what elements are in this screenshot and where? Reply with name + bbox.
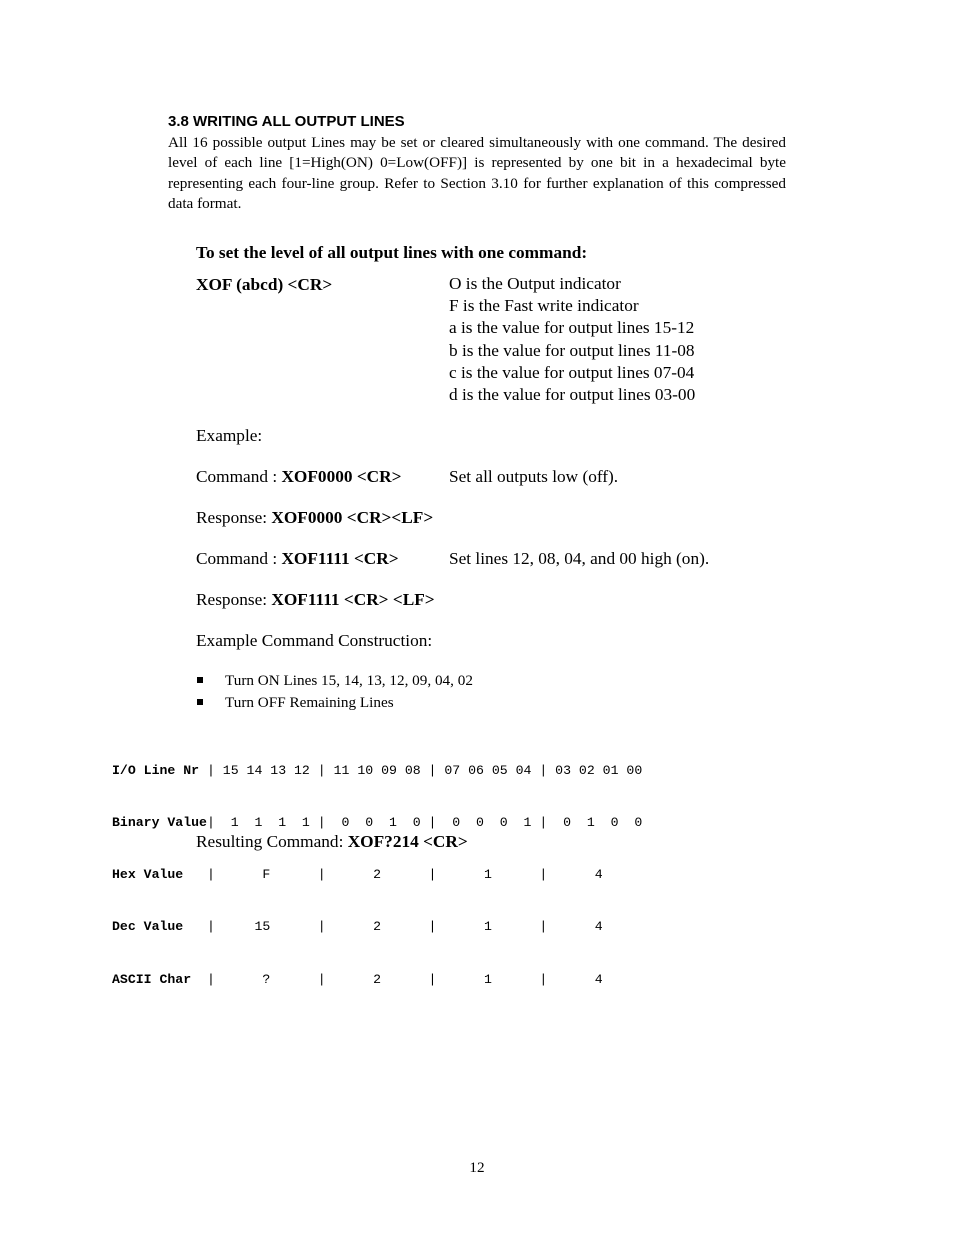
example-command-2-desc: Set lines 12, 08, 04, and 00 high (on).	[449, 549, 710, 568]
row-cells: | 15 14 13 12 | 11 10 09 08 | 07 06 05 04 | 03 02 01 00	[206, 762, 643, 778]
example-label: Example:	[196, 426, 263, 445]
result-prefix: Resulting Command:	[196, 832, 348, 851]
response-prefix: Response:	[196, 508, 272, 527]
bullet-item	[196, 670, 473, 692]
row-label: I/O Line Nr	[112, 762, 207, 778]
table-row	[112, 762, 642, 779]
section-title: 3.8 WRITING ALL OUTPUT LINES	[168, 113, 405, 130]
command-value: XOF1111 <CR>	[281, 549, 399, 568]
construction-bullets	[196, 670, 473, 713]
bullet-item	[196, 692, 473, 714]
param-item: a is the value for output lines 15-12	[449, 318, 695, 338]
row-label: Dec Value	[112, 919, 207, 935]
row-cells: | ? | 2 | 1 | 4	[206, 971, 603, 987]
square-bullet-icon	[197, 699, 203, 705]
param-item: b is the value for output lines 11-08	[449, 340, 695, 360]
example-response-2	[196, 589, 435, 611]
example-command-1-desc: Set all outputs low (off).	[449, 467, 619, 486]
construction-label: Example Command Construction:	[196, 631, 433, 650]
command-prefix: Command :	[196, 549, 282, 568]
param-item: c is the value for output lines 07-04	[449, 362, 695, 382]
example-command-1	[196, 466, 401, 488]
row-label: Hex Value	[112, 867, 207, 883]
resulting-command	[196, 831, 468, 853]
row-label: Binary Value	[112, 815, 207, 831]
bullet-text: Turn ON Lines 15, 14, 13, 12, 09, 04, 02	[225, 672, 473, 689]
command-prefix: Command :	[196, 467, 282, 486]
command-syntax: XOF (abcd) <CR>	[196, 275, 333, 294]
io-line-table	[112, 727, 642, 1005]
row-cells: | 1 1 1 1 | 0 0 1 0 | 0 0 0 1 | 0 1 0 0	[206, 815, 643, 831]
set-all-heading: To set the level of all output lines with one command:	[196, 243, 588, 262]
table-row	[112, 971, 642, 988]
example-command-2	[196, 548, 399, 570]
response-value: XOF1111 <CR> <LF>	[271, 590, 435, 609]
response-value: XOF0000 <CR><LF>	[271, 508, 434, 527]
param-item: O is the Output indicator	[449, 274, 621, 293]
param-item: d is the value for output lines 03-00	[449, 385, 696, 405]
intro-paragraph: All 16 possible output Lines may be set or cleared simultaneously with one command. The desired level of each line [1=High(ON) 0=Low(OFF)] is represented by one bit in a hexadecimal byte representing each four-line group. Refer to Section 3.10 for further explanation of this compressed data format.	[168, 134, 786, 212]
parameter-list	[449, 273, 695, 406]
square-bullet-icon	[197, 677, 203, 683]
page-number: 12	[469, 1159, 485, 1176]
command-value: XOF0000 <CR>	[281, 467, 402, 486]
example-response-1	[196, 507, 433, 529]
row-cells: | 15 | 2 | 1 | 4	[206, 919, 603, 935]
table-row	[112, 814, 642, 831]
response-prefix: Response:	[196, 590, 272, 609]
bullet-text: Turn OFF Remaining Lines	[225, 693, 394, 711]
param-item: F is the Fast write indicator	[449, 296, 639, 316]
table-row	[112, 866, 642, 883]
table-row	[112, 918, 642, 935]
result-value: XOF?214 <CR>	[347, 832, 468, 851]
row-cells: | F | 2 | 1 | 4	[206, 867, 603, 883]
row-label: ASCII Char	[112, 971, 207, 987]
